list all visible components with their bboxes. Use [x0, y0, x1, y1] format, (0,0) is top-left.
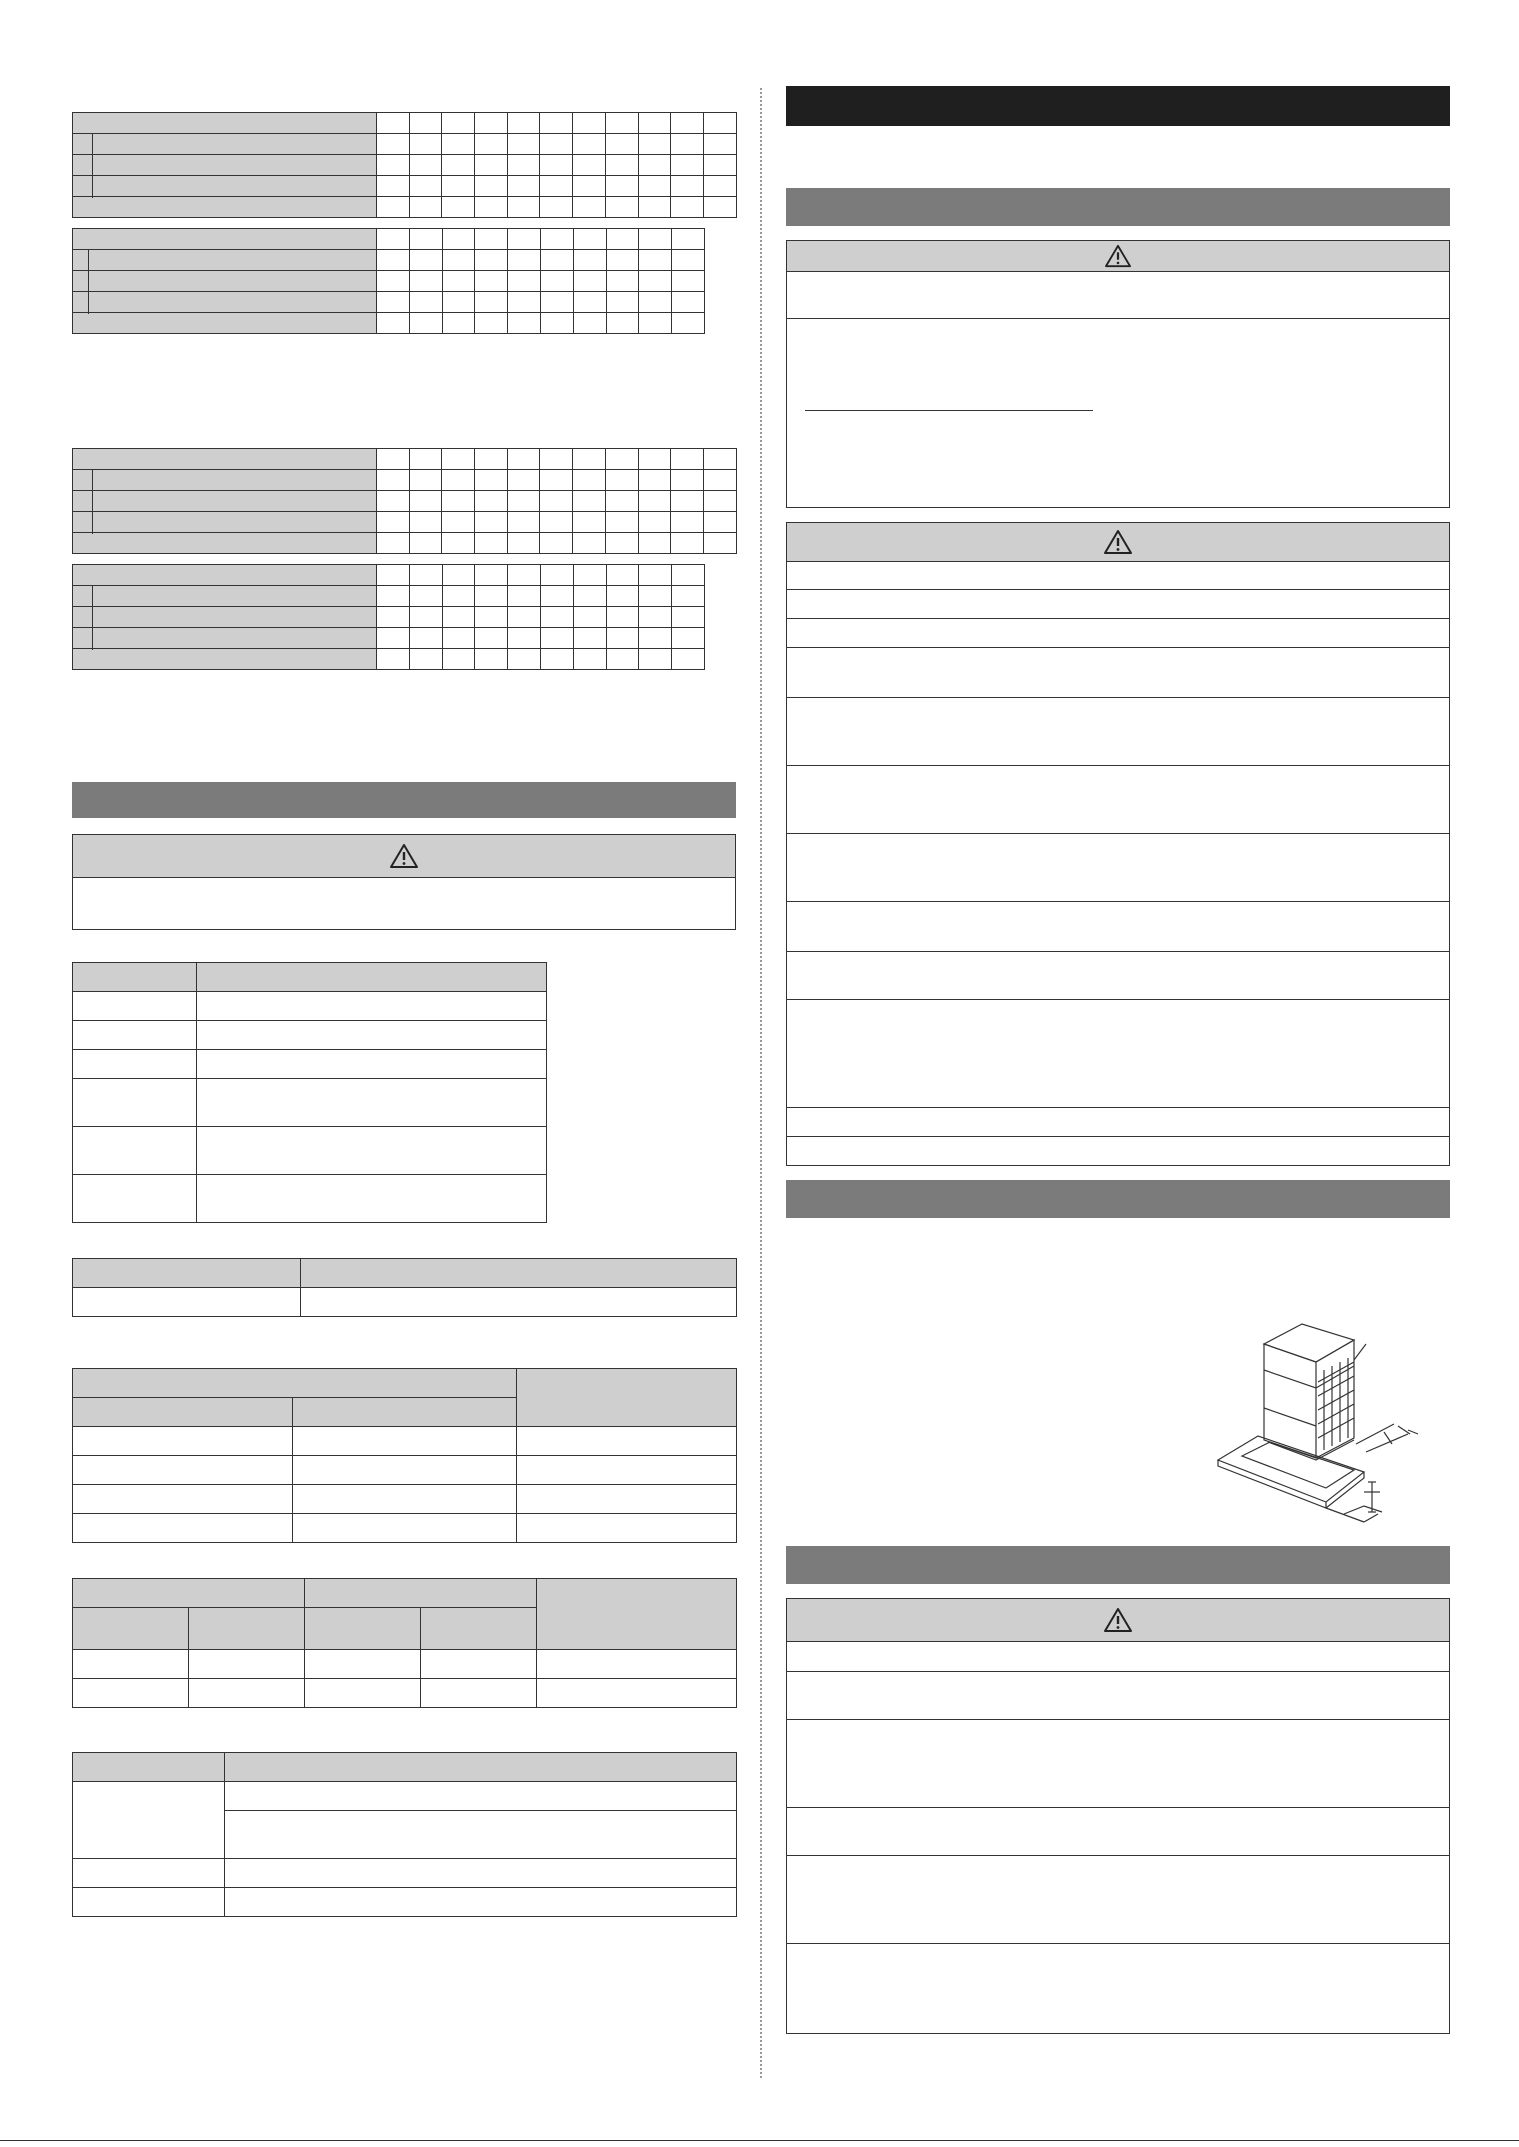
footer-page-code: [1370, 2122, 1510, 2138]
row-rule: [787, 618, 1449, 619]
grid-2-bracket: [88, 250, 89, 314]
spec-grid-1: [72, 112, 737, 218]
row-rule: [787, 1855, 1449, 1856]
spec-grid-3: [72, 448, 737, 554]
section-bar-right-2: [786, 1180, 1450, 1218]
table-c: [72, 1368, 737, 1543]
warning-box-right-3: [786, 1598, 1450, 2034]
column-divider: [760, 88, 762, 2078]
table-e: [72, 1752, 737, 1917]
row-rule: [787, 833, 1449, 834]
grid-1-bracket: [92, 134, 93, 198]
footer-rule: [0, 2140, 1519, 2141]
row-rule: [787, 999, 1449, 1000]
warning-triangle-icon: [1103, 244, 1133, 268]
row-rule: [787, 765, 1449, 766]
spec-grid-4: [72, 564, 705, 670]
section-bar-right-3: [786, 1546, 1450, 1584]
row-rule: [787, 1719, 1449, 1720]
row-rule: [787, 1943, 1449, 1944]
row-rule: [787, 697, 1449, 698]
section-bar-right-1: [786, 188, 1450, 226]
row-rule: [787, 589, 1449, 590]
warning-triangle-icon: [1103, 529, 1133, 555]
row-rule: [787, 1107, 1449, 1108]
section-bar-left: [72, 782, 736, 818]
row-rule: [787, 1671, 1449, 1672]
row-rule: [787, 1136, 1449, 1137]
row-rule: [787, 951, 1449, 952]
warning-box-left: [72, 834, 736, 930]
outdoor-unit-illustration: [1214, 1322, 1432, 1532]
warning-box-right-1: [786, 240, 1450, 508]
warning-box-right-1-header: [787, 241, 1449, 272]
warning-box-right-3-header: [787, 1599, 1449, 1642]
caution-box-right-2: [786, 522, 1450, 1166]
row-rule: [787, 1807, 1449, 1808]
table-d: [72, 1578, 737, 1708]
warning-triangle-icon: [389, 843, 419, 869]
chapter-title-bar: [786, 86, 1450, 126]
underline-rule: [805, 410, 1093, 411]
caution-box-right-2-header: [787, 523, 1449, 562]
grid-3-bracket: [92, 470, 93, 534]
warning-box-left-header: [73, 835, 735, 878]
spec-grid-2: [72, 228, 705, 334]
table-b: [72, 1258, 737, 1317]
row-rule: [787, 647, 1449, 648]
table-a: [72, 962, 547, 1223]
grid-4-bracket: [92, 586, 93, 650]
warning-box-right-1-rule: [787, 318, 1449, 319]
warning-triangle-icon: [1103, 1607, 1133, 1633]
row-rule: [787, 901, 1449, 902]
